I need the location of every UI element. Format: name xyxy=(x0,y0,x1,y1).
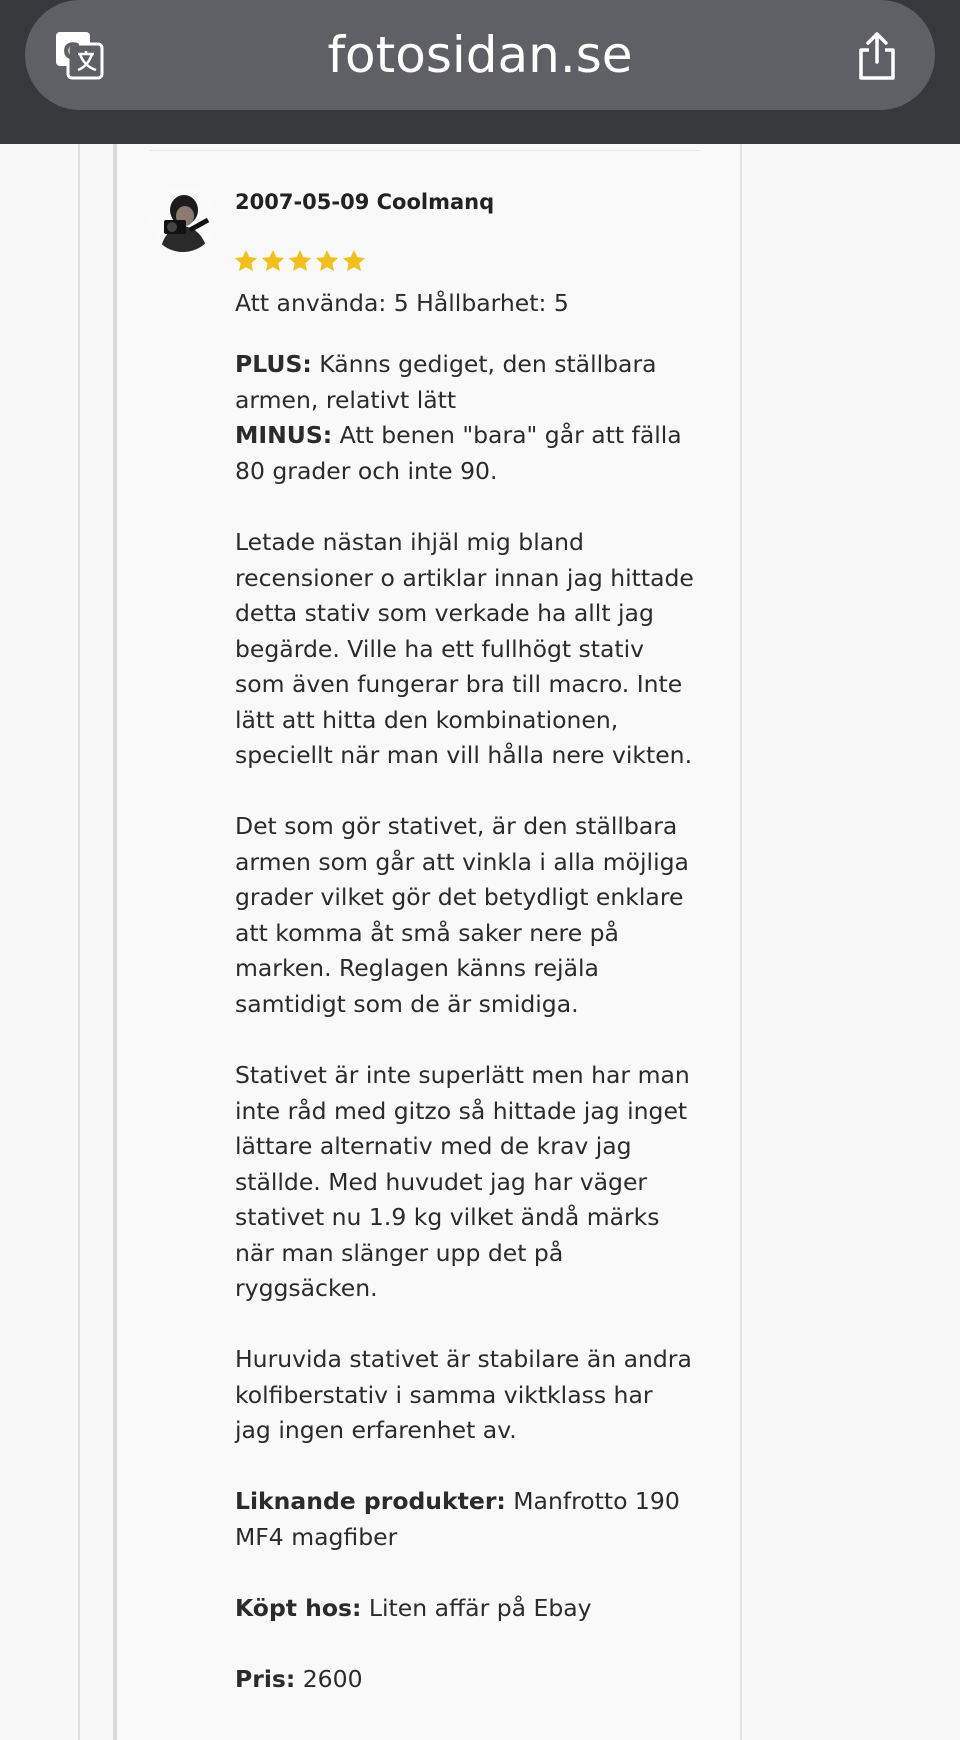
price-line xyxy=(235,1662,675,1698)
review-paragraph-3 xyxy=(235,1058,690,1307)
review-paragraph-2 xyxy=(235,809,689,1022)
bought-value: Liten affär på Ebay xyxy=(361,1594,592,1622)
star-icon xyxy=(341,248,367,274)
plus-line-1 xyxy=(235,347,675,383)
paragraph-line: Stativet är inte superlätt men har man xyxy=(235,1061,690,1089)
review-author[interactable]: Coolmanq xyxy=(376,190,495,214)
review-paragraph-4 xyxy=(235,1342,692,1449)
paragraph-line: armen som går att vinkla i alla möjliga xyxy=(235,847,689,876)
paragraph-line: kolfiberstativ i samma viktklass har xyxy=(235,1380,653,1409)
similar-products xyxy=(235,1484,680,1555)
paragraph-line: Det som gör stativet, är den ställbara xyxy=(235,812,678,840)
divider xyxy=(150,150,700,151)
paragraph-line: stativet nu 1.9 kg vilket ändå märks xyxy=(235,1203,660,1231)
star-icon xyxy=(314,248,340,274)
bought-label: Köpt hos: xyxy=(235,1594,362,1622)
paragraph-line: marken. Reglagen känns rejäla xyxy=(235,954,599,982)
browser-toolbar xyxy=(0,0,960,144)
paragraph-line: att komma åt små saker nere på xyxy=(235,918,619,947)
paragraph-line: Letade nästan ihjäl mig bland xyxy=(235,528,584,556)
star-icon xyxy=(287,248,313,274)
plus-minus-section xyxy=(235,347,682,489)
review-header xyxy=(235,190,494,214)
page-left-rule xyxy=(78,144,80,1740)
minus-text-2: 80 grader och inte 90. xyxy=(235,456,498,485)
paragraph-line: samtidigt som de är smidiga. xyxy=(235,989,579,1018)
minus-label: MINUS: xyxy=(235,421,333,449)
paragraph-line: Huruvida stativet är stabilare än andra xyxy=(235,1345,692,1373)
price-value: 2600 xyxy=(295,1665,363,1693)
star-icon xyxy=(260,248,286,274)
bought-line xyxy=(235,1591,675,1627)
paragraph-line: begärde. Ville ha ett fullhögt stativ xyxy=(235,634,645,663)
paragraph-line: recensioner o artiklar innan jag hittade xyxy=(235,563,694,592)
paragraph-line: när man slänger upp det på xyxy=(235,1238,564,1267)
rating-stars xyxy=(233,248,367,274)
plus-text-1: Känns gediget, den ställbara xyxy=(311,350,657,378)
similar-line-1 xyxy=(235,1484,680,1520)
url-text[interactable]: fotosidan.se xyxy=(327,26,633,84)
similar-text-2: MF4 magfiber xyxy=(235,1522,398,1551)
plus-text-2: armen, relativt lätt xyxy=(235,385,457,414)
paragraph-line: ställde. Med huvudet jag har väger xyxy=(235,1167,648,1196)
score-line xyxy=(235,286,675,322)
similar-text-1: Manfrotto 190 xyxy=(505,1487,680,1515)
paragraph-line: inte råd med gitzo så hittade jag inget xyxy=(235,1096,688,1125)
paragraph-line: ryggsäcken. xyxy=(235,1274,378,1302)
svg-text:G: G xyxy=(63,40,82,65)
paragraph-line: som även fungerar bra till macro. Inte xyxy=(235,670,683,698)
scores-text: Att använda: 5 Hållbarhet: 5 xyxy=(235,289,569,317)
review-date: 2007-05-09 xyxy=(235,190,370,214)
paragraph-line: grader vilket gör det betydligt enklare xyxy=(235,883,684,911)
paragraph-line: lättare alternativ med de krav jag xyxy=(235,1132,632,1160)
review-paragraph-1 xyxy=(235,525,694,774)
avatar[interactable] xyxy=(150,186,216,252)
star-icon xyxy=(233,248,259,274)
minus-line-1 xyxy=(235,418,682,454)
minus-text-1: Att benen "bara" går att fälla xyxy=(332,421,682,449)
address-bar[interactable] xyxy=(25,0,935,110)
paragraph-line: detta stativ som verkade ha allt jag xyxy=(235,599,654,627)
translate-icon[interactable] xyxy=(54,30,104,80)
share-icon[interactable] xyxy=(852,30,902,82)
price xyxy=(235,1662,675,1698)
plus-label: PLUS: xyxy=(235,350,312,378)
paragraph-line: speciellt när man vill hålla nere vikten. xyxy=(235,741,693,769)
similar-label: Liknande produkter: xyxy=(235,1487,506,1515)
price-label: Pris: xyxy=(235,1665,296,1693)
bought-at xyxy=(235,1591,675,1627)
paragraph-line: lätt att hitta den kombinationen, xyxy=(235,705,619,734)
paragraph-line: jag ingen erfarenhet av. xyxy=(235,1416,517,1444)
